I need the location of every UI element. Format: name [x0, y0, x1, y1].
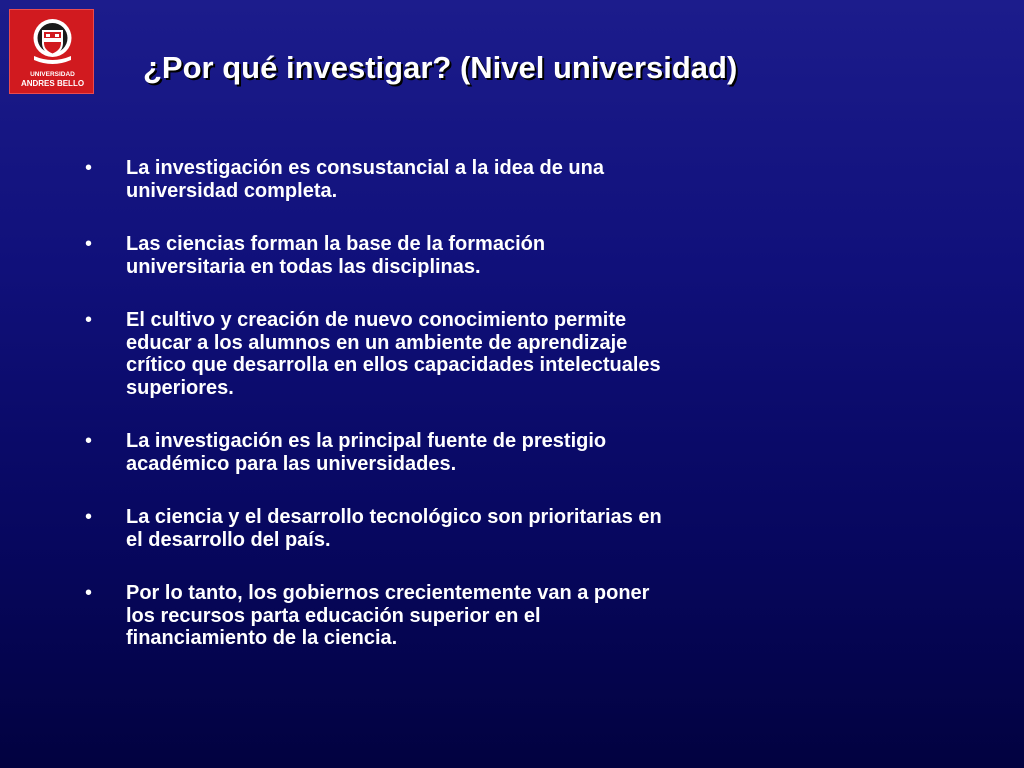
- logo-line-2: ANDRES BELLO: [20, 79, 85, 88]
- logo-line-1: UNIVERSIDAD: [30, 71, 75, 78]
- university-logo: [9, 9, 94, 94]
- bullet-item: • Por lo tanto, los gobiernos crecientemente van a poner los recursos parta educación superior en el financiamiento de la ciencia.: [85, 582, 665, 650]
- bullet-item: • La investigación es consustancial a la idea de una universidad completa.: [85, 157, 665, 202]
- bullet-item: • El cultivo y creación de nuevo conocimiento permite educar a los alumnos en un ambiente de aprendizaje crítico que desarrolla en ellos capacidades intelectuales superiores.: [85, 309, 665, 399]
- slide-title: ¿Por qué investigar? (Nivel universidad): [143, 50, 738, 85]
- bullet-item: • La investigación es la principal fuente de prestigio académico para las universidades.: [85, 430, 665, 475]
- bullet-list: [85, 157, 665, 650]
- university-crest-icon: [31, 16, 74, 68]
- bullet-item: • La ciencia y el desarrollo tecnológico son prioritarias en el desarrollo del país.: [85, 506, 665, 551]
- bullet-item: • Las ciencias forman la base de la formación universitaria en todas las disciplinas.: [85, 233, 665, 278]
